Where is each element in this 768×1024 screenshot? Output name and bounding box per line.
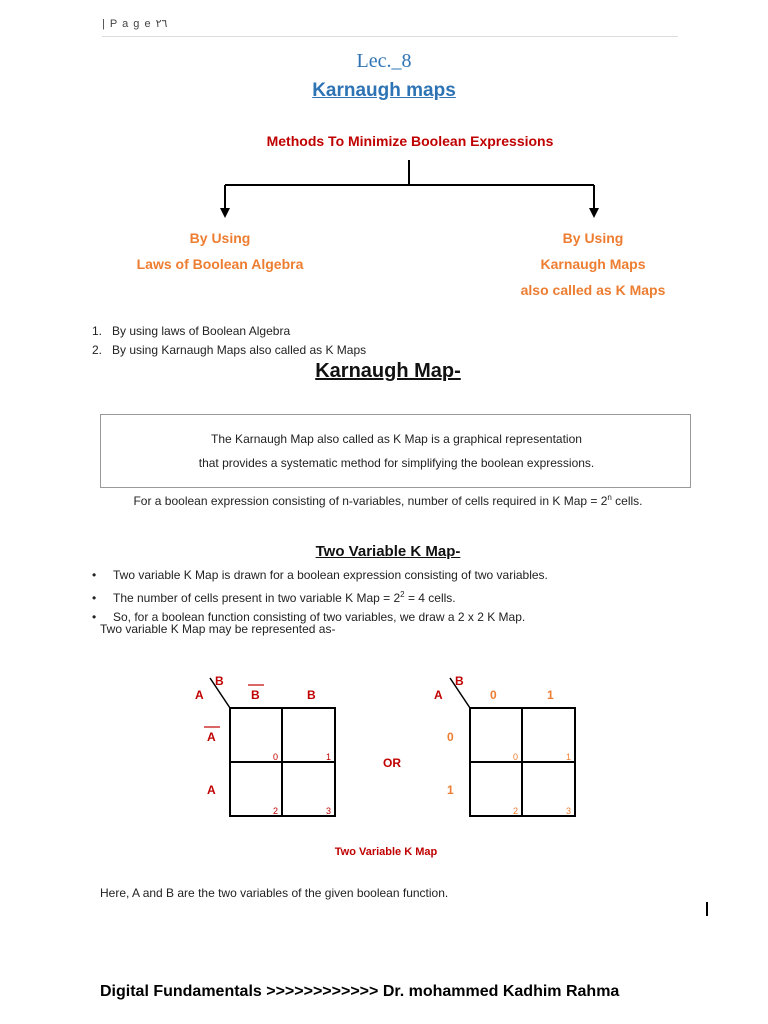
list-item: • The number of cells present in two variable K Map = $2^2 = 4$ cells. (92, 590, 456, 605)
kmap-col-label: B (307, 688, 316, 702)
footer: Digital Fundamentals >>>>>>>>>>>> Dr. mohammed Kadhim Rahma (100, 983, 620, 1000)
kmap-cell: 1 (566, 752, 572, 762)
branch-right-line2: Karnaugh Maps (540, 256, 646, 272)
page-header: | P a g e ٢٦ (102, 18, 168, 30)
arrow-right-icon (589, 208, 599, 218)
explanation-text: Here, A and B are the two variables of the given boolean function. (100, 886, 449, 900)
branch-left-line1: By Using (189, 230, 251, 246)
kmap-right (434, 674, 575, 816)
page-title: Karnaugh maps (312, 80, 456, 101)
kmap-col-label: 0 (490, 688, 497, 702)
diagram-root: Methods To Minimize Boolean Expressions (266, 133, 554, 149)
kmap-var-a: A (434, 688, 443, 702)
kmap-var-a: A (195, 688, 204, 702)
figure-caption: Two Variable K Map (334, 846, 438, 858)
list-item: • Two variable K Map is drawn for a boolean expression consisting of two variables. (92, 568, 548, 582)
definition-box (100, 414, 691, 488)
kmap-cell: 3 (566, 806, 572, 816)
kmap-cell: 0 (513, 752, 519, 762)
or-label: OR (383, 756, 401, 770)
methods-list (92, 322, 366, 360)
kmap-row-label: 0 (447, 730, 454, 744)
text-cursor (706, 902, 708, 916)
kmap-cell: 1 (326, 752, 332, 762)
kmap-row-label: A (207, 730, 216, 744)
kmap-row-label: A (207, 783, 216, 797)
branch-right-line1: By Using (562, 230, 624, 246)
kmap-var-b: B (455, 674, 464, 688)
represent-text: Two variable K Map may be represented as- (100, 622, 336, 636)
definition-line: The Karnaugh Map also called as K Map is a graphical representation (211, 432, 582, 446)
kmap-cell: 0 (273, 752, 279, 762)
kmap-col-label: B (251, 688, 260, 702)
cells-formula: For a boolean expression consisting of n-variables, number of cells required in K Map = $2^n$ cells. (133, 493, 643, 508)
section-title: Karnaugh Map- (315, 360, 461, 382)
subsection-title: Two Variable K Map- (315, 543, 461, 560)
bullet-list (92, 566, 548, 627)
kmap-figure (0, 660, 768, 860)
list-item: 2. By using Karnaugh Maps also called as K Maps (92, 343, 367, 357)
definition-line: that provides a systematic method for simplifying the boolean expressions. (198, 456, 595, 470)
kmap-var-b: B (215, 674, 224, 688)
branch-right-line3: also called as K Maps (520, 282, 666, 298)
kmap-col-label: 1 (547, 688, 554, 702)
kmap-left (195, 674, 335, 816)
list-item: 1. By using laws of Boolean Algebra (92, 324, 291, 338)
list-item: • So, for a boolean function consisting of two variables, we draw a 2 x 2 K Map. (92, 610, 526, 624)
kmap-cell: 2 (273, 806, 279, 816)
kmap-cell: 3 (326, 806, 332, 816)
branch-left-line2: Laws of Boolean Algebra (136, 256, 304, 272)
lecture-number: Lec._8 (356, 50, 412, 72)
kmap-row-label: 1 (447, 783, 454, 797)
arrow-left-icon (220, 208, 230, 218)
kmap-cell: 2 (513, 806, 519, 816)
